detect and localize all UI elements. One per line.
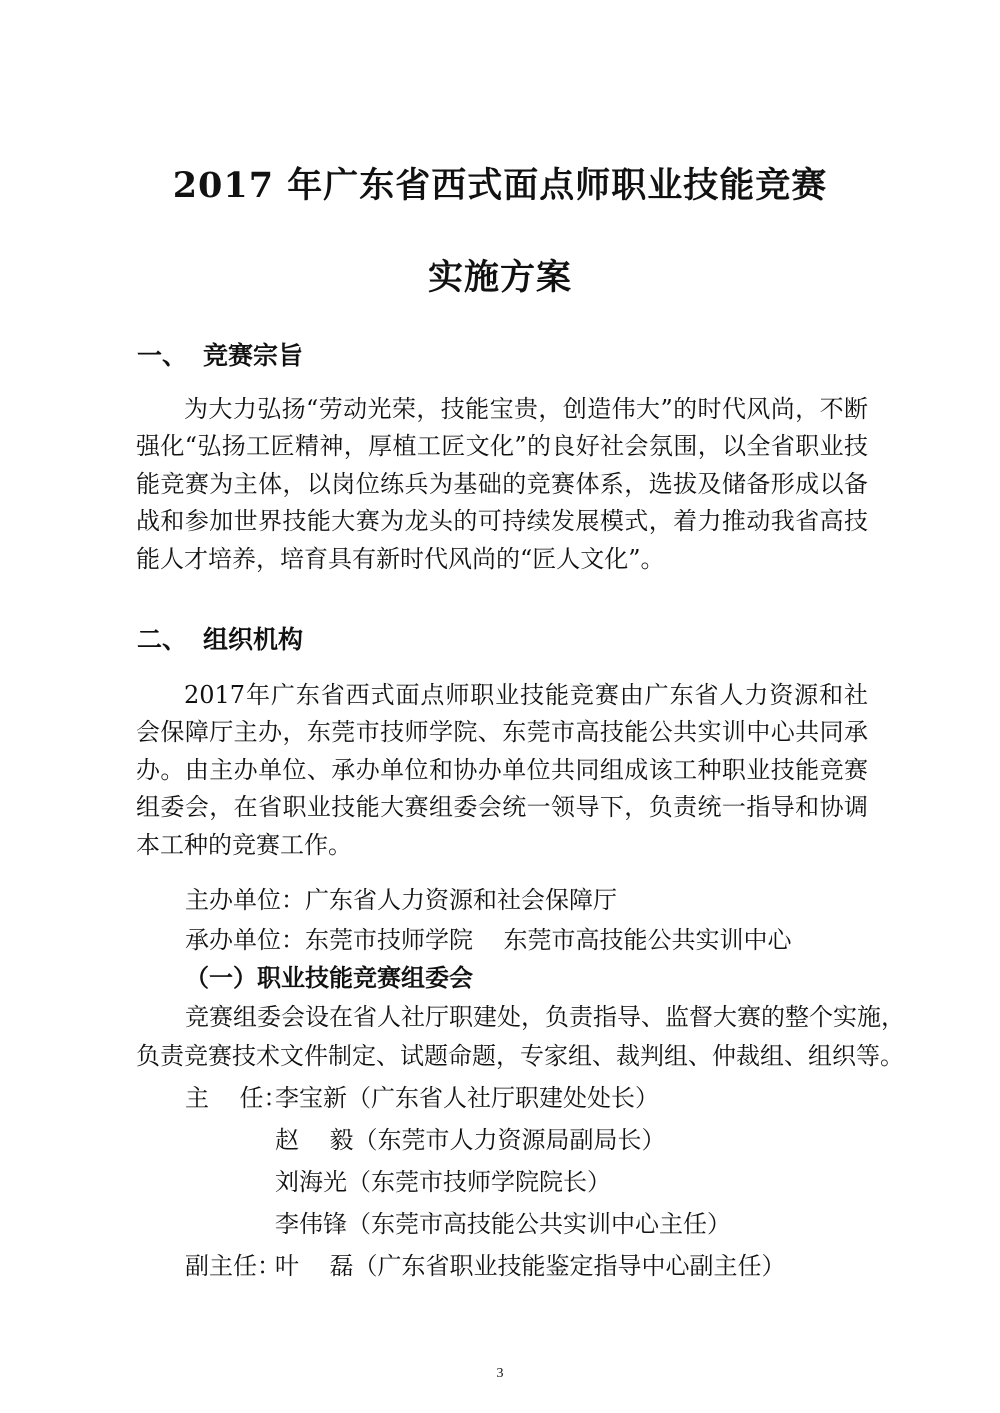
organizer-unit: 承办单位：东莞市技师学院 东莞市高技能公共实训中心 <box>185 926 792 954</box>
section-number-1: 一、 <box>137 341 188 370</box>
section-2-paragraph: 2017年广东省西式面点师职业技能竞赛由广东省人力资源和社会保障厅主办，东莞市技师学院、东莞市高技能公共实训中心共同承办。由主办单位、承办单位和协办单位共同组成该工种职业技能竞赛组委会，在省职业技能大赛组委会统一领导下，负责统一指导和协调本工种的竞赛工作。 <box>136 681 868 859</box>
title-line-1: 2017 年广东省西式面点师职业技能竞赛 <box>172 165 828 206</box>
director-2: 赵 毅（东莞市人力资源局副局长） <box>275 1126 666 1154</box>
director-3: 刘海光（东莞市技师学院院长） <box>275 1168 611 1196</box>
section-number-2: 二、 <box>137 625 188 654</box>
section-title-1: 竞赛宗旨 <box>203 341 304 370</box>
director-1: 李宝新（广东省人社厅职建处处长） <box>275 1084 659 1112</box>
deputy-director: 叶 磊（广东省职业技能鉴定指导中心副主任） <box>275 1252 786 1280</box>
director-4: 李伟锋（东莞市高技能公共实训中心主任） <box>275 1210 731 1238</box>
committee-paragraph-line-1: 竞赛组委会设在省人社厅职建处，负责指导、监督大赛的整个实施， <box>185 1003 905 1031</box>
page-number: 3 <box>496 1366 504 1381</box>
host-unit: 主办单位：广东省人力资源和社会保障厅 <box>185 886 617 914</box>
section-title-2: 组织机构 <box>203 625 304 654</box>
section-1-paragraph: 为大力弘扬“劳动光荣，技能宝贵，创造伟大”的时代风尚，不断强化“弘扬工匠精神，厚植工匠文化”的良好社会氛围，以全省职业技能竞赛为主体，以岗位练兵为基础的竞赛体系，选拔及储备形成以备战和参加世界技能大赛为龙头的可持续发展模式，着力推动我省高技能人才培养，培育具有新时代风尚的“匠人文化”。 <box>136 395 868 573</box>
deputy-label: 副主任： <box>185 1252 281 1280</box>
section-heading-2 <box>137 620 303 656</box>
committee-subheading: （一）职业技能竞赛组委会 <box>185 964 473 992</box>
section-heading-1 <box>137 336 303 372</box>
title-line-2: 实施方案 <box>427 257 572 298</box>
committee-paragraph-line-2: 负责竞赛技术文件制定、试题命题，专家组、裁判组、仲裁组、组织等。 <box>136 1042 904 1070</box>
director-label: 主 任： <box>185 1084 288 1112</box>
